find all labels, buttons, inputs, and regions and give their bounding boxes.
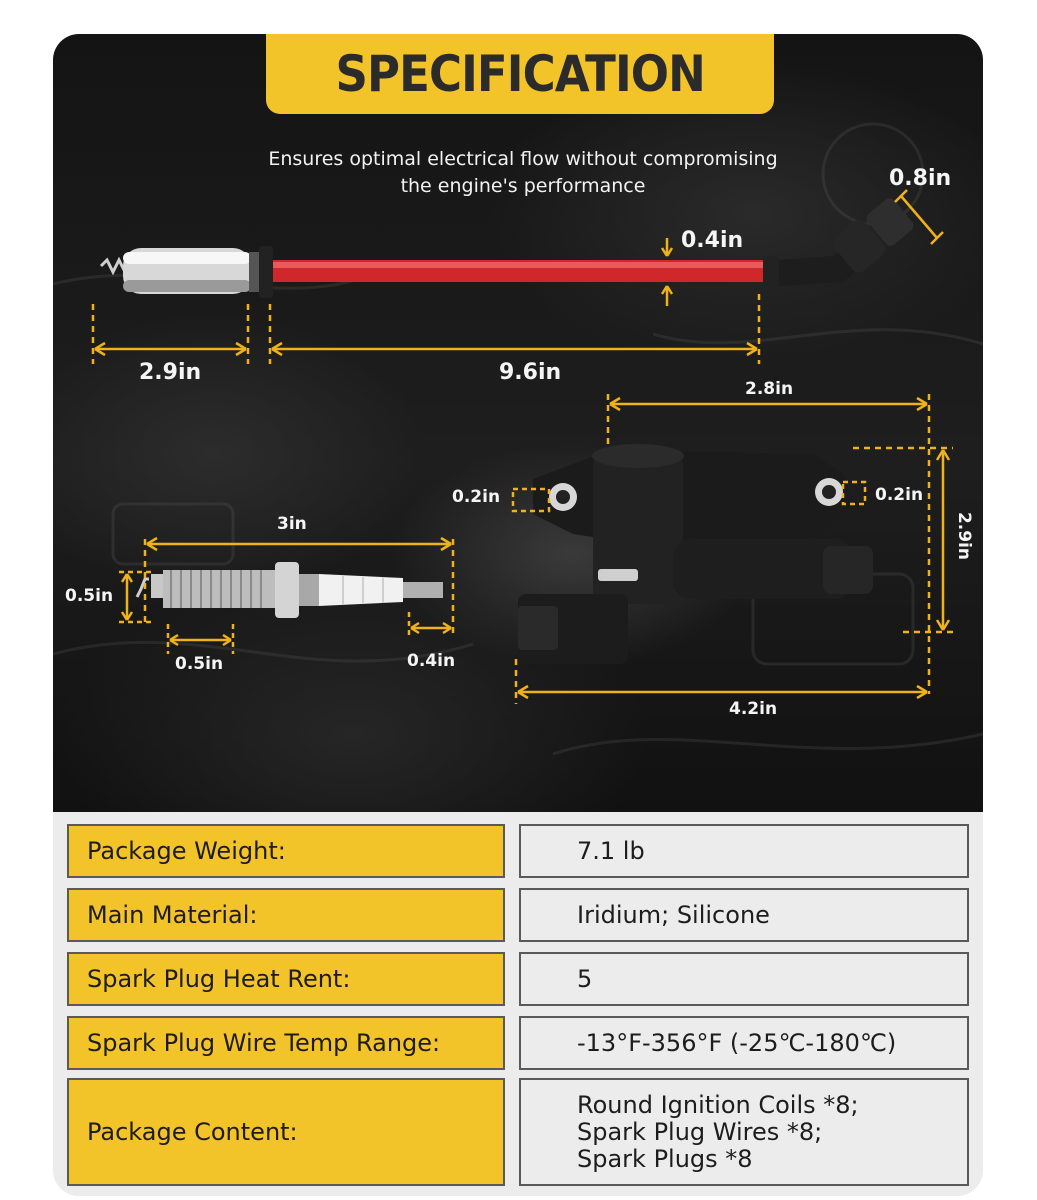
spec-value: -13°F-356°F (-25℃-180℃) (519, 1016, 969, 1070)
dim-coil-height: 2.9in (954, 511, 975, 561)
spec-label: Spark Plug Wire Temp Range: (67, 1016, 505, 1070)
dim-plug-length: 3in (277, 514, 307, 534)
content-line: Spark Plugs *8 (577, 1144, 753, 1173)
spec-value: 5 (519, 952, 969, 1006)
subtitle-line-1: Ensures optimal electrical flow without compromising (268, 148, 778, 170)
spec-card (53, 34, 983, 1196)
dim-wire-cable-length: 9.6in (499, 360, 562, 385)
dim-coil-hole-right: 0.2in (875, 485, 924, 505)
plug-hex (275, 562, 299, 618)
wire-boot-collar (259, 246, 273, 298)
dim-coil-width-top: 2.8in (745, 379, 794, 399)
spark-plug (137, 562, 443, 618)
specification-banner (266, 34, 774, 114)
plug-insulator (319, 574, 403, 606)
dim-wire-diameter: 0.4in (681, 228, 744, 253)
spec-row-heat-range (67, 952, 969, 1006)
page-title: SPECIFICATION (335, 45, 705, 103)
spec-row-temp-range (67, 1016, 969, 1070)
spec-row-material (67, 888, 969, 942)
spec-label: Spark Plug Heat Rent: (67, 952, 505, 1006)
subtitle-line-2: the engine's performance (400, 175, 646, 197)
spec-row-weight (67, 824, 969, 878)
spark-plug-wire (101, 196, 916, 298)
spec-value: 7.1 lb (519, 824, 969, 878)
spec-label: Package Content: (67, 1078, 505, 1186)
dim-coil-hole-left: 0.2in (452, 487, 501, 507)
spec-label: Package Weight: (67, 824, 505, 878)
spec-value (519, 1078, 969, 1186)
dim-wire-boot-length: 2.9in (139, 360, 202, 385)
plug-terminal (403, 582, 443, 598)
dim-plug-thread-height: 0.5in (65, 586, 114, 606)
dim-plug-thread-length: 0.5in (175, 654, 224, 674)
content-line: Round Ignition Coils *8; (577, 1090, 859, 1119)
spec-value: Iridium; Silicone (519, 888, 969, 942)
ignition-coil (518, 444, 873, 664)
dim-plug-terminal: 0.4in (407, 651, 456, 671)
content-line: Spark Plug Wires *8; (577, 1117, 823, 1146)
subtitle (203, 146, 843, 200)
product-hero-image (53, 34, 983, 812)
spec-table (53, 812, 983, 1196)
dim-coil-width-bottom: 4.2in (729, 699, 778, 719)
spec-row-package-content (67, 1078, 969, 1186)
dim-wire-end-boot: 0.8in (889, 166, 952, 191)
spec-label: Main Material: (67, 888, 505, 942)
plug-thread (163, 570, 275, 608)
